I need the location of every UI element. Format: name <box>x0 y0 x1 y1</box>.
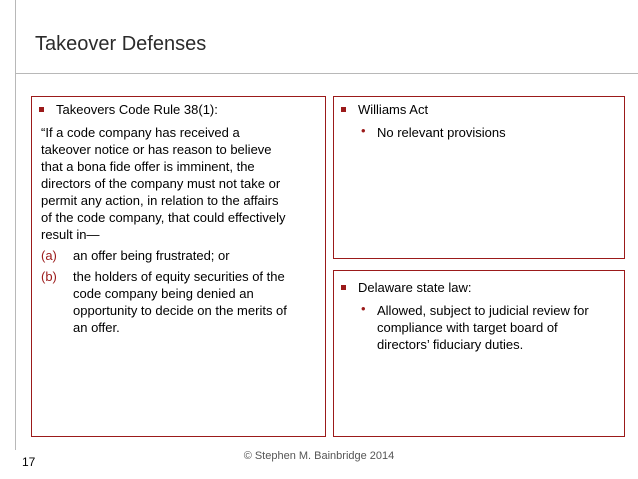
delaware-bullet-line: Allowed, subject to judicial review for <box>377 303 589 318</box>
item-b-text: the holders of equity securities of the <box>73 269 285 284</box>
delaware-law-box <box>333 270 625 437</box>
square-bullet-icon <box>341 107 346 112</box>
quote-line: “If a code company has received a <box>41 125 240 140</box>
delaware-bullet-line: compliance with target board of <box>377 320 558 335</box>
square-bullet-icon <box>341 285 346 290</box>
dot-bullet-icon: • <box>361 301 366 316</box>
page-number: 17 <box>22 455 36 469</box>
item-b-text: an offer. <box>73 320 120 335</box>
title-rule <box>16 73 638 74</box>
delaware-heading: Delaware state law: <box>358 280 472 295</box>
williams-act-box <box>333 96 625 259</box>
rule-38-box <box>31 96 326 437</box>
item-a-marker: (a) <box>41 248 57 263</box>
item-a-text: an offer being frustrated; or <box>73 248 230 263</box>
delaware-bullet-line: directors’ fiduciary duties. <box>377 337 524 352</box>
williams-act-bullet: No relevant provisions <box>377 125 506 140</box>
item-b-text: code company being denied an <box>73 286 254 301</box>
left-rule <box>15 0 16 450</box>
rule-38-heading: Takeovers Code Rule 38(1): <box>56 102 218 117</box>
quote-line: takeover notice or has reason to believe <box>41 142 272 157</box>
quote-line: result in— <box>41 227 100 242</box>
dot-bullet-icon: • <box>361 123 366 138</box>
quote-line: permit any action, in relation to the affairs <box>41 193 279 208</box>
quote-line: directors of the company must not take or <box>41 176 281 191</box>
item-b-marker: (b) <box>41 269 57 284</box>
item-b-text: opportunity to decide on the merits of <box>73 303 287 318</box>
square-bullet-icon <box>39 107 44 112</box>
williams-act-heading: Williams Act <box>358 102 429 117</box>
quote-line: of the code company, that could effectively <box>41 210 286 225</box>
slide-title: Takeover Defenses <box>35 33 207 55</box>
copyright-footer: © Stephen M. Bainbridge 2014 <box>243 450 395 462</box>
quote-line: that a bona fide offer is imminent, the <box>41 159 255 174</box>
